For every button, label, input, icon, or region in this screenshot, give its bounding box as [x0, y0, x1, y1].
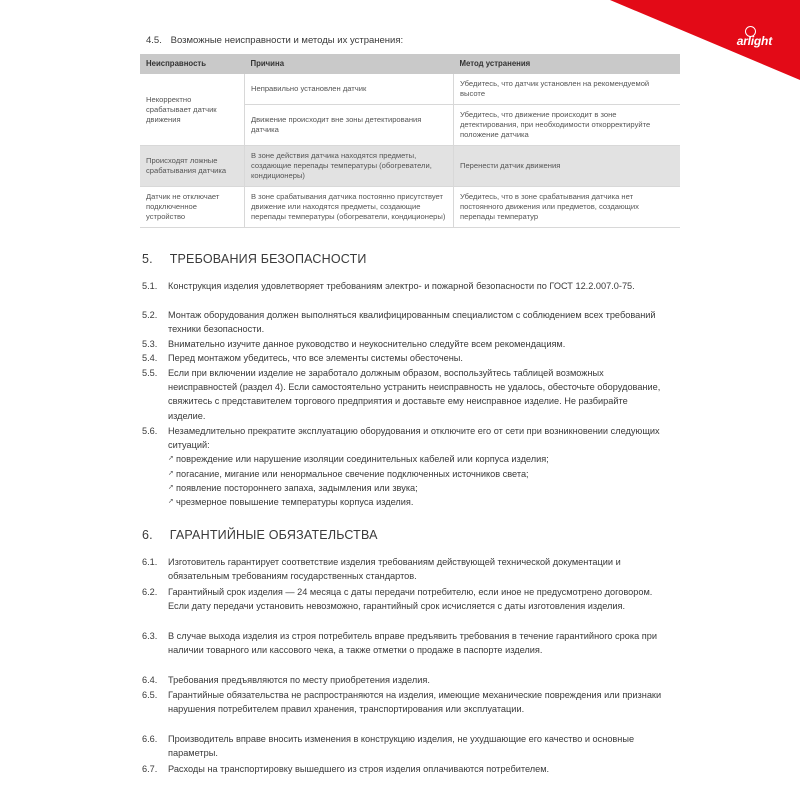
section-6-heading: [142, 528, 378, 542]
paragraph-text: Производитель вправе вносить изменения в конструкцию изделия, не ухудшающие его качество и основные параметры.: [168, 734, 635, 759]
method-cell: Убедитесь, что движение происходит в зоне детектирования, при необходимости откорректируйте положение датчика: [454, 105, 681, 146]
arrow-bullet-icon: ➚: [168, 455, 174, 463]
method-cell: Перенести датчик движения: [454, 146, 681, 187]
paragraph-number: 6.3.: [142, 631, 158, 641]
section-4-5-title: Возможные неисправности и методы их устранения:: [170, 35, 404, 46]
paragraph-6-2: [142, 585, 662, 613]
problem-cell: Некорректно срабатывает датчик движения: [140, 74, 245, 146]
section-5-title: ТРЕБОВАНИЯ БЕЗОПАСНОСТИ: [169, 252, 367, 266]
header-problem: Неисправность: [140, 54, 245, 74]
paragraph-6-1: [142, 555, 662, 583]
table-row: [140, 146, 680, 187]
cause-cell: Движение происходит вне зоны детектирования датчика: [245, 105, 454, 146]
paragraph-5-6: [142, 424, 662, 509]
section-5-heading: [142, 252, 367, 266]
list-item: [168, 495, 662, 509]
paragraph-6-7: [142, 762, 662, 776]
paragraph-number: 5.4.: [142, 353, 158, 363]
method-cell: Убедитесь, что датчик установлен на рекомендуемой высоте: [454, 74, 681, 105]
paragraph-text: Перед монтажом убедитесь, что все элементы системы обесточены.: [168, 353, 463, 363]
paragraph-number: 5.6.: [142, 426, 158, 436]
arrow-bullet-icon: ➚: [168, 483, 174, 491]
brand-logo: arlight: [736, 34, 772, 48]
paragraph-6-5: [142, 688, 662, 716]
paragraph-6-3: [142, 629, 662, 657]
paragraph-text: Если при включении изделие не заработало должным образом, воспользуйтесь таблицей возможных неисправностей (раздел 4). Если самостоятельно устранить неисправность не удалось, обесточьте оборудование, свяжитесь с представителем торгового предприятия и доставьте ему неисправное изделие. Не разбирайте изделие.: [168, 368, 661, 421]
cause-cell: Неправильно установлен датчик: [245, 74, 454, 105]
paragraph-number: 6.1.: [142, 557, 158, 567]
paragraph-number: 6.4.: [142, 675, 158, 685]
cause-cell: В зоне действия датчика находятся предметы, создающие перепады температуры (обогреватели, кондиционеры): [245, 146, 454, 187]
paragraph-5-3: [142, 337, 662, 351]
list-item: [168, 452, 662, 466]
paragraph-text: Гарантийный срок изделия — 24 месяца с даты передачи потребителю, если иное не предусмотрено договором. Если дату передачи установить невозможно, гарантийный срок исчисляется с даты изготовления изделия.: [168, 587, 653, 612]
paragraph-text: Внимательно изучите данное руководство и неукоснительно следуйте всем рекомендациям.: [168, 339, 566, 349]
paragraph-5-5: [142, 366, 662, 423]
list-item-text: появление постороннего запаха, задымления или звука;: [176, 482, 418, 493]
paragraph-text: Изготовитель гарантирует соответствие изделия требованиям действующей технической документации и обязательным требованиям государственных стандартов.: [168, 557, 621, 582]
table-header-row: [140, 54, 680, 74]
troubleshooting-table: [140, 54, 680, 228]
list-item-text: чрезмерное повышение температуры корпуса изделия.: [176, 497, 414, 508]
table-row: [140, 74, 680, 105]
section-6-title: ГАРАНТИЙНЫЕ ОБЯЗАТЕЛЬСТВА: [169, 528, 378, 542]
paragraph-6-4: [142, 673, 662, 687]
problem-cell: Датчик не отключает подключенное устройство: [140, 187, 245, 228]
list-item: [168, 481, 662, 495]
paragraph-5-1: [142, 279, 662, 293]
paragraph-text: Расходы на транспортировку вышедшего из строя изделия оплачиваются потребителем.: [168, 764, 550, 774]
list-item-text: погасание, мигание или ненормальное свечение подключенных источников света;: [176, 468, 529, 479]
list-item-text: повреждение или нарушение изоляции соединительных кабелей или корпуса изделия;: [176, 454, 549, 465]
paragraph-6-6: [142, 732, 662, 760]
problem-cell: Происходят ложные срабатывания датчика: [140, 146, 245, 187]
section-6-number: 6.: [142, 528, 153, 542]
paragraph-number: 6.5.: [142, 690, 158, 700]
section-5-number: 5.: [142, 252, 153, 266]
paragraph-5-2: [142, 308, 662, 336]
paragraph-text: Требования предъявляются по месту приобретения изделия.: [168, 675, 430, 685]
arrow-bullet-icon: ➚: [168, 469, 174, 477]
table-row: [140, 187, 680, 228]
method-cell: Убедитесь, что в зоне срабатывания датчика нет постоянного движения или предметов, создающих перепады температур: [454, 187, 681, 228]
paragraph-number: 6.6.: [142, 734, 158, 744]
paragraph-text: Конструкция изделия удовлетворяет требованиям электро- и пожарной безопасности по ГОСТ 12.2.007.0-75.: [168, 281, 635, 291]
cause-cell: В зоне срабатывания датчика постоянно присутствует движение или находятся предметы, создающие перепады температуры (обогреватели, кондиционеры): [245, 187, 454, 228]
hazard-list: [168, 452, 662, 509]
paragraph-number: 5.3.: [142, 339, 158, 349]
paragraph-text: Гарантийные обязательства не распространяются на изделия, имеющие механические повреждения или признаки нарушения потребителем правил хранения, транспортирования или эксплуатации.: [168, 690, 662, 715]
section-4-5-heading: [146, 35, 403, 46]
paragraph-number: 6.7.: [142, 764, 158, 774]
header-cause: Причина: [245, 54, 454, 74]
list-item: [168, 467, 662, 481]
paragraph-number: 5.2.: [142, 310, 158, 320]
header-method: Метод устранения: [454, 54, 681, 74]
paragraph-number: 5.5.: [142, 368, 158, 378]
paragraph-text: Незамедлительно прекратите эксплуатацию оборудования и отключите его от сети при возникновении следующих ситуаций:: [168, 426, 660, 451]
paragraph-number: 6.2.: [142, 587, 158, 597]
paragraph-number: 5.1.: [142, 281, 158, 291]
paragraph-5-4: [142, 351, 662, 365]
paragraph-text: В случае выхода изделия из строя потребитель вправе предъявить требования в течение гарантийного срока при наличии товарного или кассового чека, а также отметки о продаже в паспорте изделия.: [168, 631, 657, 656]
section-4-5-number: 4.5.: [146, 35, 162, 46]
arrow-bullet-icon: ➚: [168, 498, 174, 506]
paragraph-text: Монтаж оборудования должен выполняться квалифицированным специалистом с соблюдением всех требований техники безопасности.: [168, 310, 656, 335]
